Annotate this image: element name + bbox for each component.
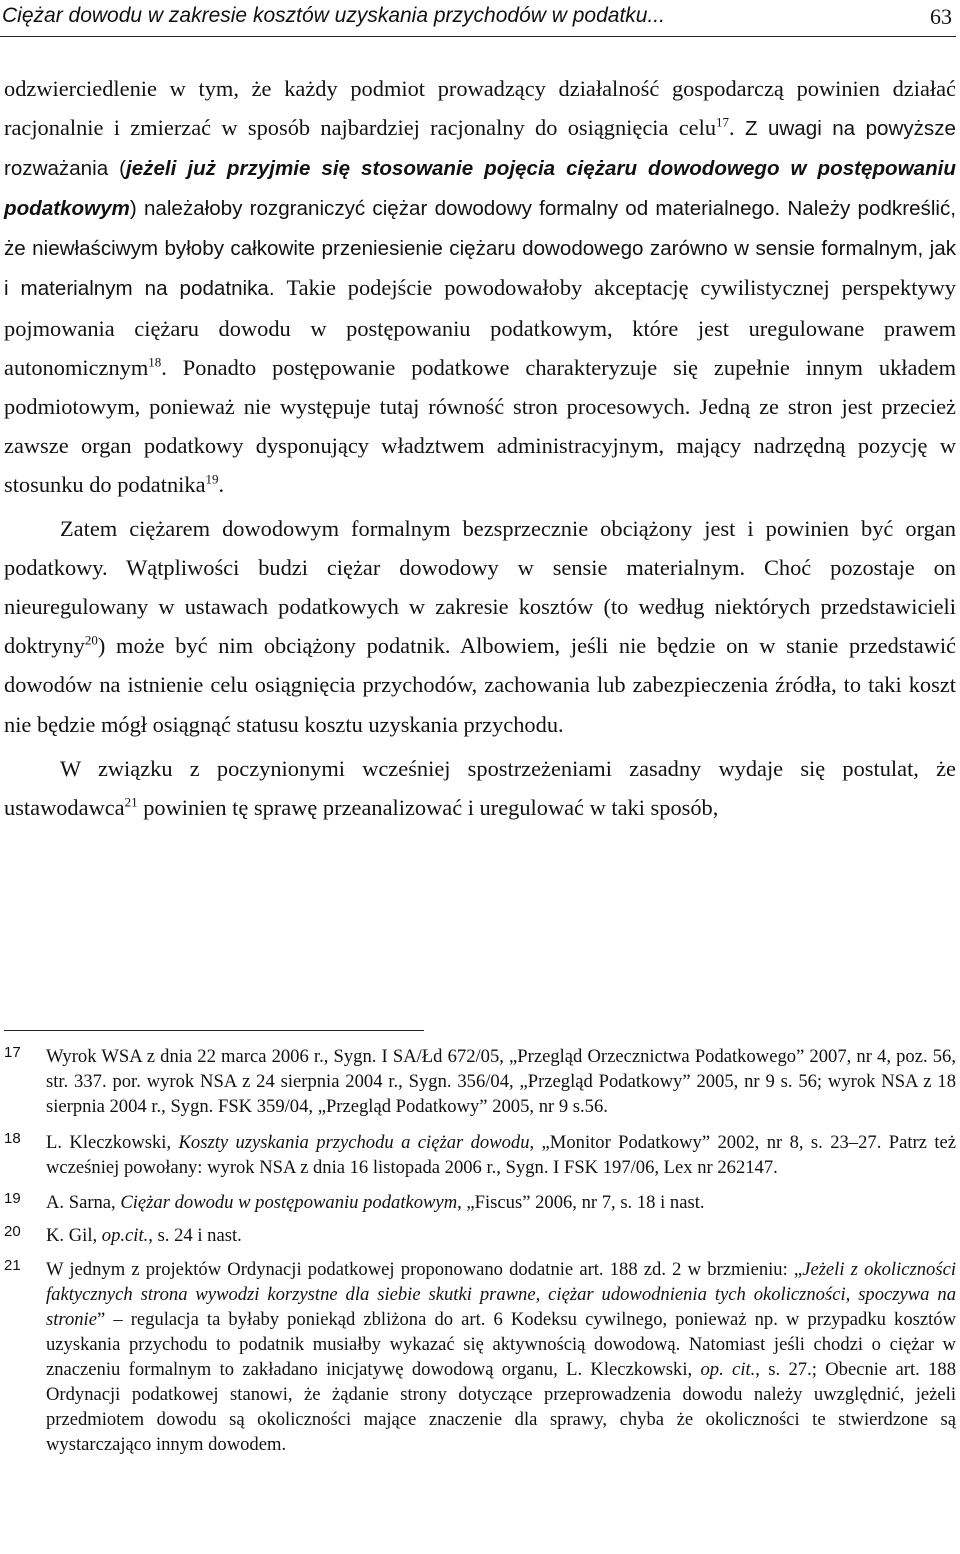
footnote-20 (4, 1223, 956, 1248)
p1-text-a: odzwierciedlenie w tym, że każdy podmiot prowadzący działalność gospodarczą powinien działać racjonalnie i zmierzać w sposób najbardziej racjonalny do osiągnięcia celu (4, 76, 956, 141)
p1-text-c: Z uwagi na powyższe rozważania ( (4, 117, 956, 181)
p1-text-f: Takie podejście powodowałoby akceptację cywilistycznej perspektywy pojmowania ciężaru dowodu w postępowaniu podatkowym, które jest uregulowane prawem autonomicznym (4, 275, 956, 380)
p1-text-b: . (729, 115, 745, 141)
footnote-ref-19[interactable]: 19 (205, 471, 219, 487)
p3-text-a: W związku z poczynionymi wcześniej spostrzeżeniami zasadny wydaje się postulat, że ustawodawca (4, 755, 956, 820)
p2-text-a: Zatem ciężarem dowodowym formalnym bezsprzecznie obciążony jest i powinien być organ podatkowy. Wątpliwości budzi ciężar dowodowy w sensie materialnym. Choć pozostaje on nieuregulowany w ustawach podatkowych w zakresie kosztów (to według niektórych przedstawicieli doktryny (4, 516, 956, 659)
footnote-quote: Jeżeli z okoliczności faktycznych strona wywodzi korzystne dla siebie skutki prawne, ciężar udowodnienia tych okoliczności, spoczywa na stronie (46, 1259, 956, 1330)
footnote-title: op. cit. (700, 1359, 756, 1380)
footnote-19 (4, 1190, 956, 1215)
footnote-ref-21[interactable]: 21 (124, 794, 138, 810)
running-title: Ciężar dowodu w zakresie kosztów uzyskania przychodów w podatku... (2, 4, 665, 27)
footnotes (4, 1044, 956, 1457)
p1-sans-block (4, 114, 956, 301)
footnote-number: 17 (4, 1044, 21, 1061)
p3-text-b: powinien tę sprawę przeanalizować i uregulować w taki sposób, (137, 794, 719, 820)
footnote-number: 19 (4, 1190, 21, 1207)
footnote-text: W jednym z projektów Ordynacji podatkowej proponowano dodatnie art. 188 zd. 2 w brzmieniu: „ (46, 1259, 803, 1280)
p1-text-h: . (218, 471, 225, 497)
footnote-text: L. Kleczkowski, (46, 1132, 179, 1153)
footnote-separator (4, 1030, 424, 1031)
footnote-text: , s. 27.; Obecnie art. 188 Ordynacji podatkowej stanowi, że żądanie strony dotyczące przeprowadzenia dowodu należy uwzględnić, jeżeli przedmiotem dowodu są okoliczności mające znaczenie dla sprawy, chyba że okoliczności te stwierdzone są wystarczająco innym dowodem. (46, 1359, 957, 1455)
footnote-21 (4, 1257, 956, 1457)
paragraph-3 (4, 749, 956, 827)
page-number: 63 (930, 4, 952, 29)
paragraph-1 (4, 69, 956, 504)
footnote-title: op.cit. (101, 1225, 149, 1246)
footnote-text: Wyrok WSA z dnia 22 marca 2006 r., Sygn. I SA/Łd 672/05, „Przegląd Orzecznictwa Podatkowego” 2007, nr 4, poz. 56, str. 337. por. wyrok NSA z 24 sierpnia 2004 r., Sygn. 356/04, „Przegląd Podatkowy” 2005, nr 9 s. 56; wyrok NSA z 18 sierpnia 2004 r., Sygn. FSK 359/04, „Przegląd Podatkowy” 2005, nr 9 s.56. (46, 1046, 956, 1117)
footnote-ref-17[interactable]: 17 (716, 114, 730, 130)
footnote-ref-18[interactable]: 18 (148, 354, 162, 370)
footnote-18 (4, 1130, 956, 1180)
footnote-title: Ciężar dowodu w postępowaniu podatkowym (120, 1192, 458, 1213)
footnote-text: , „Monitor Podatkowy” 2002, nr 8, s. 23–27. Patrz też wcześniej powołany: wyrok NSA z dnia 16 listopada 2006 r., Sygn. I FSK 197/06, Lex nr 262147. (46, 1132, 957, 1178)
footnote-number: 21 (4, 1257, 21, 1274)
footnote-text: K. Gil, (46, 1225, 102, 1246)
footnote-ref-20[interactable]: 20 (84, 632, 98, 648)
p1-text-g: . Ponadto postępowanie podatkowe charakteryzuje się zupełnie innym układem podmiotowym, ponieważ nie występuje tutaj równość stron procesowych. Jedną ze stron jest przecież zawsze organ podatkowy dysponujący władztwem administracyjnym, mający nadrzędną pozycję w stosunku do podatnika (4, 354, 956, 497)
footnote-number: 20 (4, 1223, 21, 1240)
footnote-text: , „Fiscus” 2006, nr 7, s. 18 i nast. (457, 1192, 705, 1213)
p1-text-e: ) należałoby rozgraniczyć ciężar dowodowy formalny od materialnego. Należy podkreślić, że niewłaściwym byłoby całkowite przeniesienie ciężaru dowodowego zarówno w sensie formalnym, jak i materialnym na podatnika. (4, 197, 956, 301)
running-header (0, 0, 960, 42)
footnote-number: 18 (4, 1130, 21, 1147)
paragraph-2 (4, 509, 956, 744)
header-rule (0, 36, 956, 37)
footnote-title: Koszty uzyskania przychodu a ciężar dowodu (178, 1132, 530, 1153)
footnote-17 (4, 1044, 956, 1119)
main-text (4, 69, 956, 827)
footnote-text: A. Sarna, (46, 1192, 121, 1213)
footnote-text: , s. 24 i nast. (148, 1225, 242, 1246)
p1-emphasis: jeżeli już przyjmie się stosowanie pojęcia ciężaru dowodowego w postępowaniu podatkowym (4, 157, 956, 221)
footnote-text: ” – regulacja ta byłaby poniekąd zbliżona do art. 6 Kodeksu cywilnego, ponieważ np. w przypadku kosztów uzyskania przychodu to podatnik musiałby wykazać się aktywnością dowodową. Natomiast jeśli chodzi o ciężar w znaczeniu formalnym to zakładano inicjatywę dowodową organu, L. Kleczkowski, (46, 1309, 956, 1380)
p2-text-b: ) może być nim obciążony podatnik. Albowiem, jeśli nie będzie on w stanie przedstawić dowodów na istnienie celu osiągnięcia przychodów, zachowania lub zabezpieczenia źródła, to taki koszt nie będzie mógł osiągnąć statusu kosztu uzyskania przychodu. (4, 633, 956, 737)
